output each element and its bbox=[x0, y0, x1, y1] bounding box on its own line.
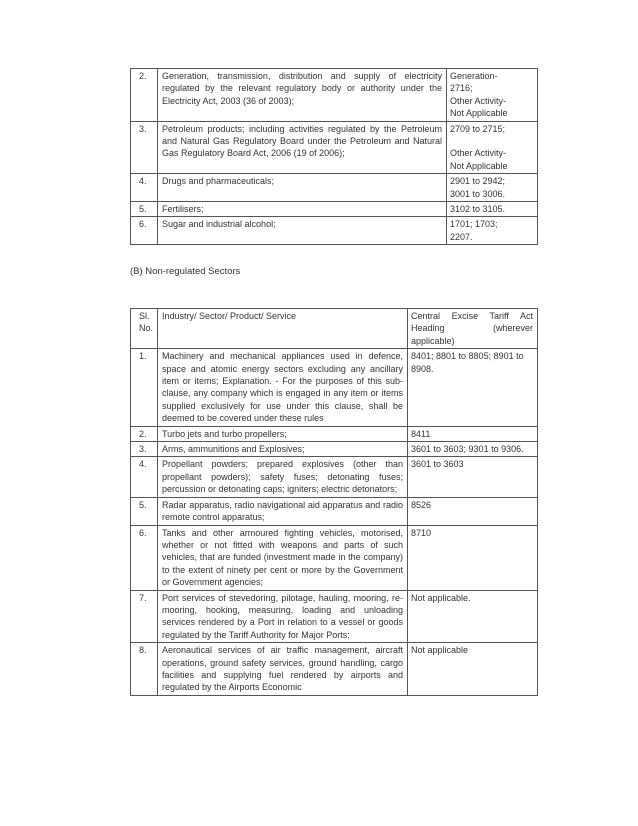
section-b-title: (B) Non-regulated Sectors bbox=[130, 266, 241, 277]
tariff-line: 2901 to 2942; bbox=[450, 176, 506, 187]
row-description: Sugar and industrial alcohol; bbox=[158, 217, 447, 245]
table-row bbox=[131, 442, 538, 457]
table-row bbox=[131, 525, 538, 590]
table-row bbox=[131, 457, 538, 497]
row-description: Drugs and pharmaceuticals; bbox=[158, 174, 447, 202]
row-description: Petroleum products; including activities regulated by the Petroleum and Natural Gas Regulatory Board under the Petroleum and Natural Gas Regulatory Board Act, 2006 (19 of 2006); bbox=[158, 121, 447, 174]
row-number: 3. bbox=[131, 121, 158, 174]
header-industry: Industry/ Sector/ Product/ Service bbox=[158, 309, 408, 349]
row-number: 4. bbox=[131, 174, 158, 202]
regulated-sectors-table bbox=[130, 68, 538, 245]
row-number: 3. bbox=[131, 442, 158, 457]
row-tariff-heading: 8710 bbox=[408, 525, 538, 590]
tariff-line: 3001 to 3006. bbox=[450, 188, 506, 199]
table-row bbox=[131, 426, 538, 441]
row-tariff-heading: 3601 to 3603 bbox=[408, 457, 538, 497]
tariff-line: Other Activity- bbox=[450, 95, 507, 106]
row-description: Turbo jets and turbo propellers; bbox=[158, 426, 408, 441]
row-number: 5. bbox=[131, 497, 158, 525]
row-description: Arms, ammunitions and Explosives; bbox=[158, 442, 408, 457]
tariff-line: Generation- bbox=[450, 71, 498, 81]
row-number: 8. bbox=[131, 643, 158, 696]
tariff-line bbox=[450, 135, 533, 147]
table-row bbox=[131, 217, 538, 245]
row-description: Propellant powders; prepared explosives (other than propellant powders); safety fuses; detonating fuses; percussion or detonating caps; igniters; electric detonators; bbox=[158, 457, 408, 497]
tariff-line: 2709 to 2715; bbox=[450, 123, 506, 134]
row-tariff-heading: Not applicable. bbox=[408, 590, 538, 643]
row-description: Machinery and mechanical appliances used in defence, space and atomic energy sectors excluding any ancillary item or items; Explanation. - For the purposes of this sub-clause, any company which is engaged in any item or items supplied exclusively for use under this clause, shall be deemed to be covered under these rules bbox=[158, 349, 408, 426]
row-description: Tanks and other armoured fighting vehicles, motorised, whether or not fitted with weapons and parts of such vehicles, that are funded (investment made in the company) to the extent of ninety per cent or more by the Government or Government agencies; bbox=[158, 525, 408, 590]
row-description: Generation, transmission, distribution and supply of electricity regulated by the relevant regulatory body or authority under the Electricity Act, 2003 (36 of 2003); bbox=[158, 69, 447, 122]
row-description: Radar apparatus, radio navigational aid apparatus and radio remote control apparatus; bbox=[158, 497, 408, 525]
row-description: Fertilisers; bbox=[158, 202, 447, 217]
row-tariff-heading bbox=[447, 174, 538, 202]
header-sl-no: Sl. No. bbox=[131, 309, 158, 349]
row-number: 1. bbox=[131, 349, 158, 426]
table-row bbox=[131, 69, 538, 122]
tariff-line: 3102 to 3105. bbox=[450, 204, 506, 215]
row-description: Port services of stevedoring, pilotage, hauling, mooring, re-mooring, hooking, measuring, loading and unloading services rendered by a Port in relation to a vessel or goods regulated by the Tariff Authority for Major Ports; bbox=[158, 590, 408, 643]
row-tariff-heading bbox=[447, 121, 538, 174]
tariff-line: 2716; bbox=[450, 83, 473, 94]
row-tariff-heading: 8411 bbox=[408, 426, 538, 441]
header-tariff-heading: Central Excise Tariff Act Heading (wherever applicable) bbox=[408, 309, 538, 349]
table-row bbox=[131, 121, 538, 174]
row-number: 6. bbox=[131, 525, 158, 590]
table-row bbox=[131, 497, 538, 525]
table-row bbox=[131, 202, 538, 217]
table-row bbox=[131, 349, 538, 426]
row-number: 2. bbox=[131, 426, 158, 441]
non-regulated-sectors-table bbox=[130, 308, 538, 696]
tariff-line: Not Applicable bbox=[450, 108, 508, 119]
tariff-line: 2207. bbox=[450, 231, 473, 242]
tariff-line: Other Activity- bbox=[450, 148, 507, 159]
row-number: 4. bbox=[131, 457, 158, 497]
table-row bbox=[131, 643, 538, 696]
row-tariff-heading: Not applicable bbox=[408, 643, 538, 696]
row-description: Aeronautical services of air traffic management, aircraft operations, ground safety services, ground handling, cargo facilities and supplying fuel rendered by airports and regulated by the Airports Economic bbox=[158, 643, 408, 696]
row-number: 2. bbox=[131, 69, 158, 122]
row-tariff-heading: 3601 to 3603; 9301 to 9306. bbox=[408, 442, 538, 457]
row-tariff-heading: 8401; 8801 to 8805; 8901 to 8908. bbox=[408, 349, 538, 426]
table-row bbox=[131, 590, 538, 643]
row-tariff-heading: 8526 bbox=[408, 497, 538, 525]
row-tariff-heading bbox=[447, 69, 538, 122]
row-number: 6. bbox=[131, 217, 158, 245]
tariff-line: 1701; 1703; bbox=[450, 219, 498, 230]
regulated-sectors-body bbox=[131, 69, 538, 245]
tariff-line: Not Applicable bbox=[450, 160, 508, 171]
row-tariff-heading bbox=[447, 202, 538, 217]
non-regulated-sectors-body bbox=[131, 349, 538, 696]
table-row bbox=[131, 174, 538, 202]
row-number: 5. bbox=[131, 202, 158, 217]
row-tariff-heading bbox=[447, 217, 538, 245]
table-header-row bbox=[131, 309, 538, 349]
row-number: 7. bbox=[131, 590, 158, 643]
